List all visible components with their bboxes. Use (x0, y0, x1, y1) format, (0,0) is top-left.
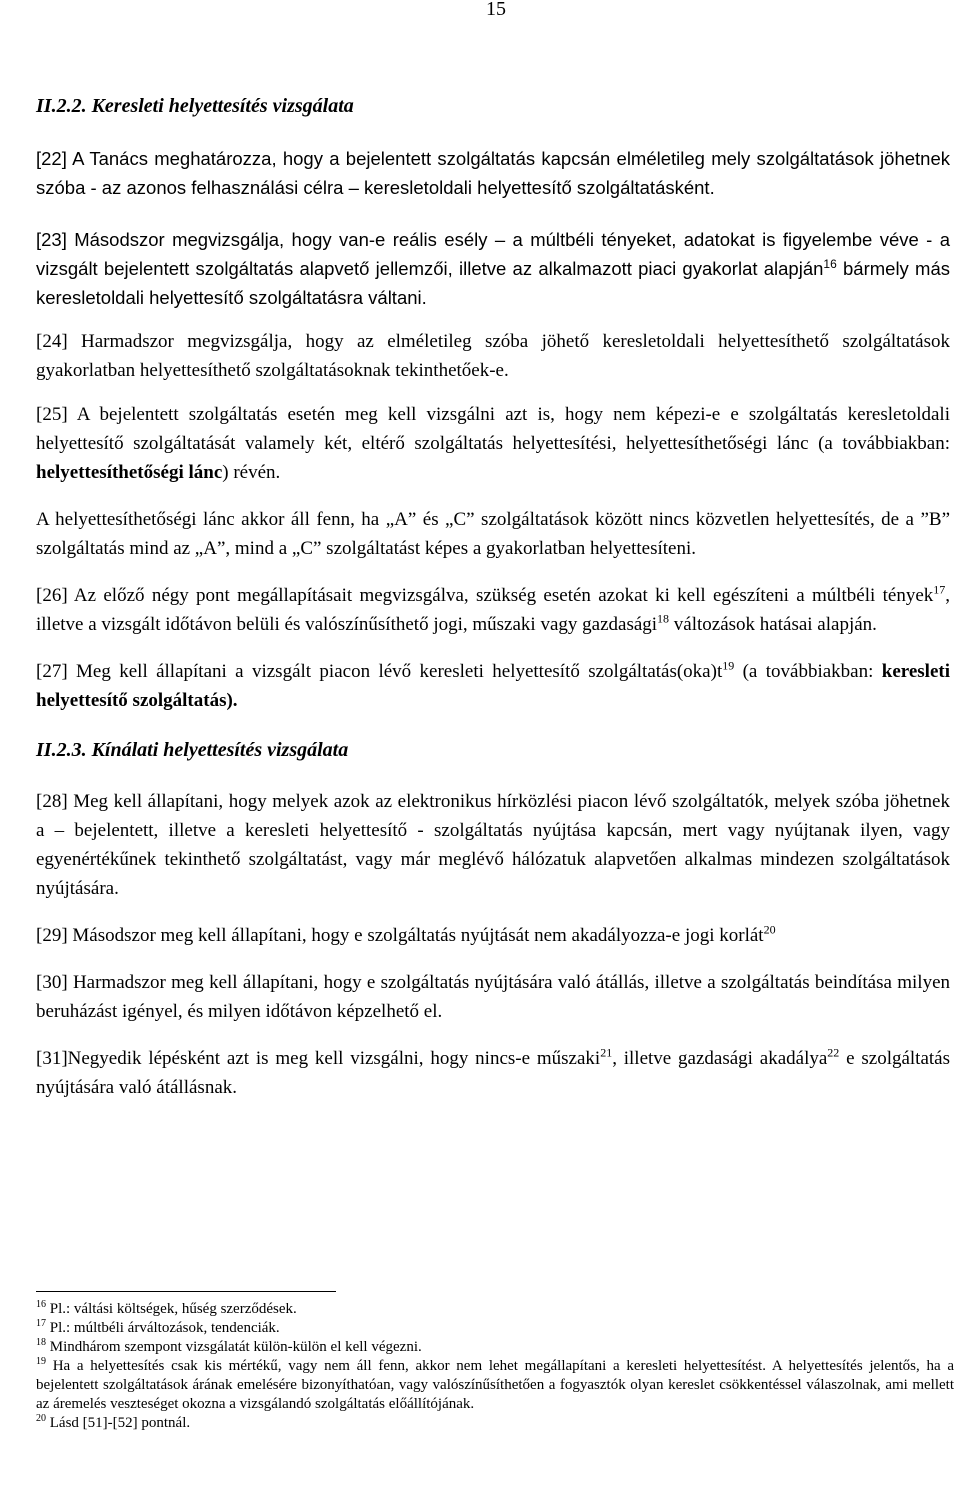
page-number: 15 (486, 0, 506, 20)
paragraph-31: [31]Negyedik lépésként azt is meg kell vizsgálni, hogy nincs-e műszaki$^{21}$, illetve gazdasági akadálya$^{22}$ e szolgáltatás nyújtására való átállásnak. (36, 1045, 950, 1098)
paragraph-30: [30] Harmadszor meg kell állapítani, hogy e szolgáltatás nyújtására való átállás, illetve a szolgáltatás beindítása milyen beruházást igényel, és milyen időtávon képzelhető el. (36, 972, 950, 1022)
section-number: II.2.3. (36, 739, 87, 761)
footnote-16: $^{16}$ Pl.: váltási költségek, hűség szerződések. (36, 1299, 297, 1317)
paragraph-24: [24] Harmadszor megvizsgálja, hogy az elméletileg szóba jöhető keresletoldali helyettesíthető szolgáltatások gyakorlatban helyettesíthető szolgáltatásoknak tekinthetőek-e. (36, 331, 950, 381)
footnotes (36, 1300, 954, 1433)
paragraph-23: [23] Másodszor megvizsgálja, hogy van-e reális esély – a múltbéli tényeket, adatokat is figyelembe véve - a vizsgált bejelentett szolgáltatás alapvető jellemzői, illetve az alkalmazott piaci gyakorlat alapján$^{16}$ bármely más keresletoldali helyettesítő szolgáltatásra váltani. (36, 229, 950, 308)
footnote-ref-20[interactable]: 20 (763, 922, 776, 937)
footnote-ref-21[interactable]: 21 (600, 1045, 613, 1060)
paragraph-chain-definition: A helyettesíthetőségi lánc akkor áll fenn, ha „A” és „C” szolgáltatások között nincs közvetlen helyettesítés, de a ”B” szolgáltatás mind az „A”, mind a „C” szolgáltatást képes a gyakorlatban helyettesíteni. (36, 509, 950, 559)
paragraph-28: [28] Meg kell állapítani, hogy melyek azok az elektronikus hírközlési piacon lévő szolgáltatók, melyek szóba jöhetnek a – bejelentett, illetve a keresleti helyettesítő - szolgáltatás nyújtása kapcsán, mert vagy nyújtanak ilyen, vagy egyenértékűnek tekinthető szolgáltatást, vagy már meglévő hálózatuk alapvetően alkalmas mindezen szolgáltatások nyújtására. (36, 791, 950, 899)
paragraph-25: [25] A bejelentett szolgáltatás esetén meg kell vizsgálni azt is, hogy nem képezi-e e szolgáltatás keresletoldali helyettesítő szolgáltatását valamely két, eltérő szolgáltatás helyettesítési, helyettesíthetőségi lánc (a továbbiakban: helyettesíthetőségi lánc) révén. (36, 404, 950, 483)
footnote-ref-16[interactable]: 16 (823, 256, 837, 271)
footnote-separator (36, 1291, 336, 1292)
footnote-17: $^{17}$ Pl.: múltbéli árváltozások, tendenciák. (36, 1318, 280, 1336)
document-body (36, 92, 950, 1102)
footnote-ref-22[interactable]: 22 (827, 1045, 840, 1060)
footnote-19: $^{19}$ Ha a helyettesítés csak kis mértékű, vagy nem áll fenn, akkor nem lehet megállapítani a keresleti helyettesítést. A helyettesítés jelentős, ha a bejelentett szolgáltatások árának emelésére bizonyíthatóan, vagy valószínűsíthetően a fogyasztók olyan kereslet csökkentéssel válaszolnak, ami mellett az áremelés veszteséget okozna a vizsgálandó szolgáltatás előállítójának. (36, 1356, 954, 1412)
section-heading-kinalati (36, 736, 950, 765)
paragraph-22: [22] A Tanács meghatározza, hogy a bejelentett szolgáltatás kapcsán elméletileg mely szolgáltatások jöhetnek szóba - az azonos felhasználási célra – keresletoldali helyettesítő szolgáltatásként. (36, 148, 950, 198)
footnote-ref-19[interactable]: 19 (722, 658, 735, 673)
footnote-ref-17[interactable]: 17 (933, 582, 946, 597)
footnote-20: $^{20}$ Lásd [51]-[52] pontnál. (36, 1413, 191, 1431)
section-heading-keresleti (36, 92, 950, 121)
defined-term-demand: keresleti helyettesítő szolgáltatás). (36, 661, 950, 711)
defined-term-chain: helyettesíthetőségi lánc (36, 462, 223, 483)
section-title: Kínálati helyettesítés vizsgálata (91, 739, 349, 761)
footnote-ref-18[interactable]: 18 (657, 611, 670, 626)
paragraph-29: [29] Másodszor meg kell állapítani, hogy e szolgáltatás nyújtását nem akadályozza-e jogi korlát$^{20}$ (36, 922, 776, 946)
footnote-18: $^{18}$ Mindhárom szempont vizsgálatát külön-külön el kell végezni. (36, 1337, 422, 1355)
paragraph-27: [27] Meg kell állapítani a vizsgált piacon lévő keresleti helyettesítő $szolgáltatás(oka)t^{19}$ (a továbbiakban: keresleti helyettesítő szolgáltatás). (36, 658, 950, 711)
section-number: II.2.2. (36, 95, 87, 117)
section-title: Keresleti helyettesítés vizsgálata (91, 95, 354, 117)
paragraph-26: [26] Az előző négy pont megállapításait megvizsgálva, szükség esetén azokat ki kell egészíteni a múltbéli tények$^{17}$, illetve a vizsgált időtávon belüli és valószínűsíthető jogi, műszaki vagy gazdasági$^{18}$ változások hatásai alapján. (36, 582, 950, 635)
